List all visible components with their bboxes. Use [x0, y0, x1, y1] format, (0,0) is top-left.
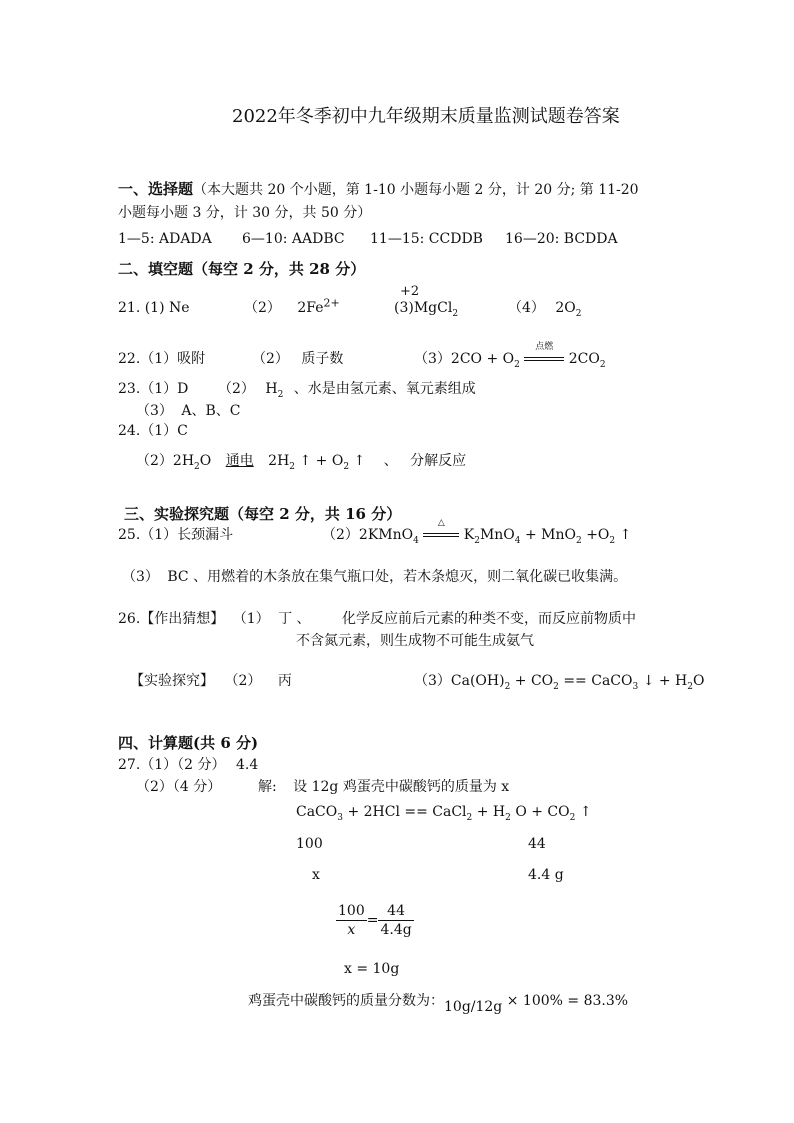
q27-result: x = 10g: [344, 961, 400, 977]
q26-part-1-label: （1）: [232, 611, 270, 627]
q26-p3-c: == CaCO: [563, 673, 633, 689]
q24-part-2: [136, 452, 466, 470]
q25-reaction-arrow: [423, 518, 459, 543]
q26-p3-d-sub: 2: [687, 681, 693, 692]
q26-p3-b: + CO: [514, 673, 554, 689]
q27-number: 27.: [118, 757, 141, 773]
q27-fraction-2: [378, 902, 413, 939]
q21-part-3-label: (3): [394, 300, 414, 316]
q26-label-2: 【实验探究】: [130, 673, 214, 689]
q27-part-1-value: 4.4: [235, 757, 259, 773]
q25-r3-sub: 2: [609, 535, 616, 546]
q24-row: [118, 422, 188, 440]
q25-r1b-sub: 4: [514, 535, 521, 546]
q21-valence-mark: +2: [400, 284, 420, 299]
q26-reason-line-2: 不含氮元素，则生成物不可能生成氨气: [296, 633, 534, 649]
q26-p3-d: ↓ + H: [642, 673, 688, 689]
q27-equals: =: [366, 912, 379, 929]
q27-eq-b: + 2HCl == CaCl: [347, 804, 467, 820]
q26-p3-e: O: [693, 673, 705, 689]
q26-part-2-label: （2）: [224, 673, 262, 689]
q21-part-4: [508, 299, 582, 317]
q25-r1b: MnO: [479, 527, 515, 543]
q27-eq-b-sub: 2: [466, 812, 473, 823]
q27-final: [248, 992, 629, 1015]
q26-label-1: 【作出猜想】: [140, 611, 225, 627]
q25-part-3-label: （3）: [122, 569, 159, 585]
section-1-heading: 一、选择题: [118, 180, 194, 198]
q22-part-3-sub: 2: [514, 359, 520, 370]
q23-part-2: [218, 380, 476, 398]
q27-part-2-label: （2）（4 分）: [136, 779, 222, 795]
q27-eq-c: + H: [476, 804, 506, 820]
section-1-note-line-2: 小题每小题 3 分，计 30 分，共 50 分）: [118, 205, 372, 221]
q27-eq-a-sub: 3: [337, 812, 343, 823]
q27-equation: [296, 803, 592, 821]
q27-final-rest: × 100% = 83.3%: [506, 993, 629, 1009]
q22-product: 2CO: [568, 351, 600, 367]
q27-molar-mass-1: 100: [296, 836, 323, 852]
q24-lhs-o: O: [199, 453, 212, 469]
q27-setup: 设 12g 鸡蛋壳中碳酸钙的质量为 x: [293, 779, 510, 795]
q23-part-2-label: （2）: [218, 381, 255, 397]
q26-number: 26.: [118, 611, 141, 627]
q21-row: [118, 299, 190, 317]
section-2-heading: 二、填空题（每空 2 分，共 28 分）: [118, 260, 366, 278]
q26-p3-a-sub: 2: [504, 681, 511, 692]
q25-part-3: [122, 568, 627, 586]
q27-fraction-1-den: x: [347, 922, 356, 938]
q26-row-2: [130, 672, 292, 690]
q27-eq-d-sub: 2: [569, 812, 576, 823]
q22-part-1: （1）吸附: [140, 351, 206, 367]
mc-answers-16-20: 16—20: BCDDA: [505, 231, 618, 247]
q25-r2-sub: 2: [576, 535, 582, 546]
q25-part-2-lhs: （2）2KMnO: [322, 527, 414, 543]
q24-r1: 2H: [268, 453, 290, 469]
q26-row: [118, 610, 311, 628]
q22-part-2-label: （2）: [252, 351, 289, 367]
q21-part-4-label: （4）: [508, 300, 545, 316]
q27-eq-c-sub: 2: [505, 812, 511, 823]
q25-r1-sub: 2: [474, 535, 480, 546]
q27-final-expr: 10g/12g: [444, 999, 503, 1015]
q27-jie: 解:: [258, 779, 277, 795]
q27-eq-a: CaCO: [296, 804, 338, 820]
q27-fraction-2-num: 44: [378, 902, 413, 921]
q23-part-3-value: A、B、C: [181, 403, 241, 419]
q22-part-2-value: 质子数: [301, 351, 344, 367]
section-1-header: [118, 180, 639, 199]
q21-part-2: [244, 296, 340, 317]
q24-part-1: （1）C: [140, 423, 188, 439]
q21-part-4-sub: 2: [575, 308, 582, 319]
q23-row: [118, 380, 188, 398]
q26-p3-a: （3）Ca(OH): [414, 673, 505, 689]
q27-fraction-2-den: 4.4g: [380, 922, 412, 938]
q21-part-1: (1) Ne: [144, 300, 190, 316]
q21-part-2-value: 2Fe: [297, 300, 324, 316]
q27-eq-d: O + CO: [515, 804, 570, 820]
q21-part-3-sub: 2: [452, 308, 459, 319]
q21-part-2-label: （2）: [244, 300, 281, 316]
q27-known-mass: 4.4 g: [528, 867, 564, 883]
mc-answers-6-10: 6—10: AADBC: [242, 231, 345, 247]
q25-number: 25.: [118, 527, 141, 543]
q27-unknown: x: [312, 867, 320, 883]
q22-part-3: [414, 342, 606, 370]
q24-r2-sub: 2: [343, 461, 350, 472]
q22-condition: 点燃: [535, 342, 554, 352]
q25-part-3-value: BC 、用燃着的木条放在集气瓶口处，若木条熄灭，则二氧化碳已收集满。: [167, 569, 628, 585]
q25-part-1: （1）长颈漏斗: [140, 527, 234, 543]
q23-part-1: （1）D: [140, 381, 189, 397]
q23-part-3-label: （3）: [136, 403, 173, 419]
q26-part-3: [414, 672, 704, 690]
q21-number: 21.: [118, 300, 141, 316]
q26-part-1-value: 丁 、: [278, 611, 311, 627]
q23-number: 23.: [118, 381, 141, 397]
q26-p3-c-sub: 3: [632, 681, 639, 692]
q24-r3: ↑: [353, 453, 366, 469]
q25-lhs-sub: 4: [413, 535, 419, 546]
mc-answers-1-5: 1—5: ADADA: [118, 231, 212, 247]
q24-r1-sub: 2: [289, 461, 296, 472]
q21-part-2-charge: 2+: [323, 296, 340, 310]
q25-r3: +O: [586, 527, 610, 543]
mc-answers-11-15: 11—15: CCDDB: [370, 231, 483, 247]
q21-part-3: [394, 299, 458, 317]
q23-part-2-sub: 2: [277, 389, 284, 400]
q25-r2: + MnO: [524, 527, 576, 543]
q27-final-label: 鸡蛋壳中碳酸钙的质量分数为：: [248, 993, 444, 1009]
q26-part-2-value: 丙: [277, 673, 292, 689]
q25-part-2: [322, 518, 632, 546]
q24-lhs-sub: 2: [194, 461, 200, 472]
section-3-heading: 三、实验探究题（每空 2 分，共 16 分）: [124, 505, 402, 523]
q23-part-3: [136, 402, 241, 420]
section-1-note-line-1: （本大题共 20 个小题，第 1-10 小题每小题 2 分，计 20 分; 第 11-20: [193, 182, 639, 198]
section-4-heading: 四、计算题(共 6 分): [118, 734, 259, 752]
q22-number: 22.: [118, 351, 141, 367]
q25-row: [118, 526, 233, 544]
q22-part-3-lhs: （3）2CO + O: [414, 351, 515, 367]
q27-proportion: [336, 902, 414, 939]
q23-part-2-value: H: [265, 381, 278, 397]
q22-part-2: [252, 350, 343, 368]
q23-part-2-rest: 、水是由氢元素、氧元素组成: [293, 381, 476, 397]
q24-reaction-type: 分解反应: [410, 453, 467, 469]
q24-condition: 通电: [225, 453, 254, 469]
q25-condition: △: [437, 518, 445, 528]
q21-part-3-value: MgCl: [413, 300, 453, 316]
q25-r1: K: [463, 527, 475, 543]
q25-r4: ↑: [619, 527, 632, 543]
q27-fraction-1: [336, 902, 367, 939]
q24-part-2-lhs: （2）2H: [136, 453, 195, 469]
q27-row: [118, 756, 258, 774]
q22-product-sub: 2: [599, 359, 606, 370]
q27-solve: [258, 778, 509, 796]
page-title: 2022年冬季初中九年级期末质量监测试题卷答案: [232, 106, 620, 127]
q24-number: 24.: [118, 423, 141, 439]
q21-part-4-value: 2O: [555, 300, 576, 316]
q24-r2: ↑ + O: [299, 453, 344, 469]
q26-reason-line-1: 化学反应前后元素的种类不变，而反应前物质中: [342, 611, 636, 627]
q27-eq-e: ↑: [579, 804, 592, 820]
q27-molar-mass-2: 44: [528, 836, 546, 852]
q27-part-1-label: （1）（2 分）: [140, 757, 226, 773]
q24-separator: 、: [383, 453, 398, 469]
q22-reaction-arrow: [524, 342, 564, 367]
q27-fraction-1-num: 100: [338, 903, 365, 919]
q22-row: [118, 350, 205, 368]
q26-p3-b-sub: 2: [553, 681, 559, 692]
